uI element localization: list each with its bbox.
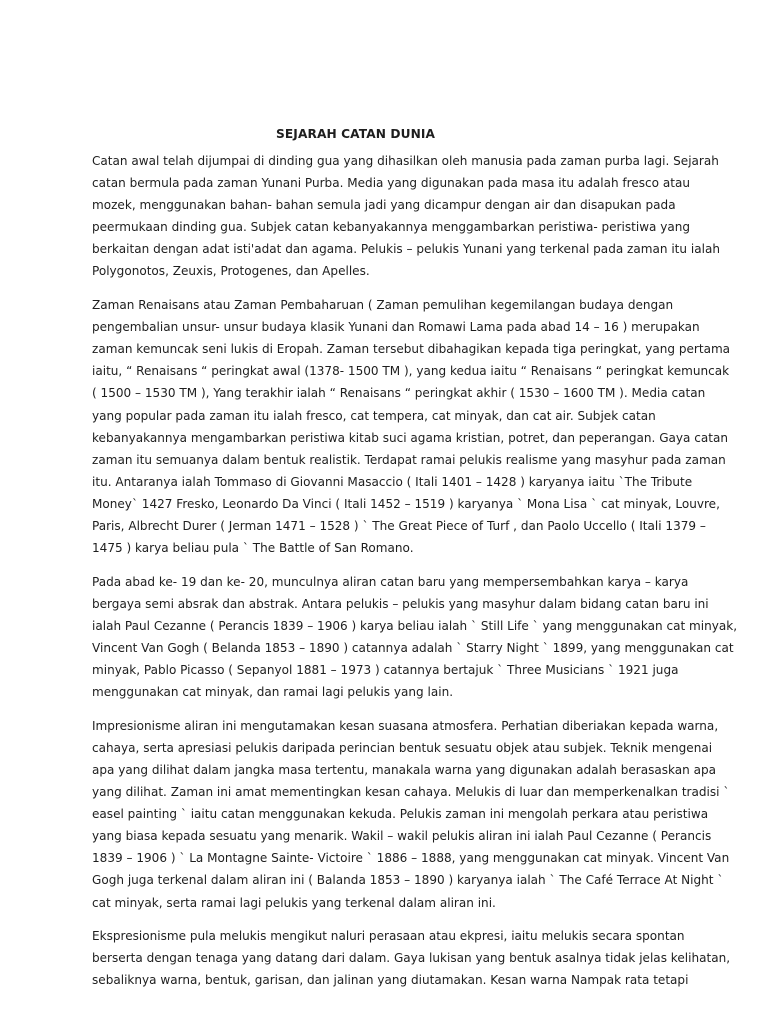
text-line: peermukaan dinding gua. Subjek catan kebanyakannya menggambarkan peristiwa- peristiwa yang (92, 220, 691, 235)
text-line: 1475 ) karya beliau pula ` The Battle of San Romano. (92, 541, 414, 556)
text-line: pengembalian unsur- unsur budaya klasik Yunani dan Romawi Lama pada abad 14 – 16 ) merupakan (92, 320, 700, 335)
text-line: berserta dengan tenaga yang datang dari dalam. Gaya lukisan yang bentuk asalnya tidak jelas kelihatan, (92, 951, 731, 966)
text-line: Zaman Renaisans atau Zaman Pembaharuan ( Zaman pemulihan kegemilangan budaya dengan (92, 298, 674, 313)
text-line: yang popular pada zaman itu ialah fresco, cat tempera, cat minyak, dan cat air. Subjek catan (92, 408, 656, 423)
text-line: berkaitan dengan adat isti'adat dan agama. Pelukis – pelukis Yunani yang terkenal pada zaman itu ialah (92, 242, 720, 257)
text-line: Polygonotos, Zeuxis, Protogenes, dan Apelles. (92, 264, 370, 279)
document-body (92, 150, 738, 1003)
text-line: 1839 – 1906 ) ` La Montagne Sainte- Victoire ` 1886 – 1888, yang menggunakan cat minyak. Vincent Van (92, 851, 730, 866)
paragraph (92, 925, 731, 991)
text-line: menggunakan cat minyak, dan ramai lagi pelukis yang lain. (92, 685, 454, 700)
text-line: Vincent Van Gogh ( Belanda 1853 – 1890 ) catannya adalah ` Starry Night ` 1899, yang menggunakan cat (92, 640, 734, 655)
text-line: ialah Paul Cezanne ( Perancis 1839 – 1906 ) karya beliau ialah ` Still Life ` yang menggunakan cat minyak, (92, 618, 738, 633)
paragraph (92, 294, 731, 559)
text-line: Money` 1427 Fresko, Leonardo Da Vinci ( Itali 1452 – 1519 ) karyanya ` Mona Lisa ` cat minyak, Louvre, (92, 496, 720, 511)
text-line: yang biasa kepada sesuatu yang menarik. Wakil – wakil pelukis aliran ini ialah Paul Cezanne ( Perancis (92, 829, 712, 844)
text-line: cahaya, serta apresiasi pelukis daripada perincian bentuk sesuatu objek atau subjek. Teknik mengenai (92, 740, 713, 755)
text-line: catan bermula pada zaman Yunani Purba. Media yang digunakan pada masa itu adalah fresco atau (92, 176, 690, 191)
text-line: apa yang dilihat dalam jangka masa tertentu, manakala warna yang digunakan adalah berasaskan apa (92, 762, 717, 777)
text-line: minyak, Pablo Picasso ( Sepanyol 1881 – 1973 ) catannya bertajuk ` Three Musicians ` 1921 juga (92, 663, 679, 678)
text-line: Impresionisme aliran ini mengutamakan kesan suasana atmosfera. Perhatian diberiakan kepada warna, (92, 718, 719, 733)
text-line: itu. Antaranya ialah Tommaso di Giovanni Masaccio ( Itali 1401 – 1428 ) karyanya iaitu `The Tribute (92, 474, 693, 489)
text-line: sebaliknya warna, bentuk, garisan, dan jalinan yang diutamakan. Kesan warna Nampak rata tetapi (92, 973, 689, 988)
text-line: Ekspresionisme pula melukis mengikut naluri perasaan atau ekpresi, iaitu melukis secara spontan (92, 929, 685, 944)
text-line: kebanyakannya mengambarkan peristiwa kitab suci agama kristian, potret, dan peperangan. Gaya catan (92, 430, 729, 445)
text-line: bergaya semi absrak dan abstrak. Antara pelukis – pelukis yang masyhur dalam bidang catan baru ini (92, 596, 709, 611)
text-line: yang dilihat. Zaman ini amat mementingkan kesan cahaya. Melukis di luar dan memperkenalkan tradisi ` (92, 785, 730, 800)
text-line: cat minyak, serta ramai lagi pelukis yang terkenal dalam aliran ini. (92, 895, 496, 910)
text-line: iaitu, “ Renaisans “ peringkat awal (1378- 1500 TM ), yang kedua iaitu “ Renaisans “ peringkat kemuncak (92, 364, 730, 379)
text-line: Paris, Albrecht Durer ( Jerman 1471 – 1528 ) ` The Great Piece of Turf , dan Paolo Uccello ( Itali 1379 – (92, 519, 706, 533)
text-line: zaman kemuncak seni lukis di Eropah. Zaman tersebut dibahagikan kepada tiga peringkat, yang pertama (92, 342, 731, 357)
document-title: SEJARAH CATAN DUNIA (276, 127, 436, 141)
text-line: mozek, menggunakan bahan- bahan semula jadi yang dicampur dengan air dan disapukan pada (92, 198, 676, 213)
text-line: easel painting ` iaitu catan menggunakan kekuda. Pelukis zaman ini mengolah perkara atau peristiwa (92, 807, 709, 822)
text-line: Pada abad ke- 19 dan ke- 20, munculnya aliran catan baru yang mempersembahkan karya – karya (92, 574, 689, 589)
text-line: Gogh juga terkenal dalam aliran ini ( Balanda 1853 – 1890 ) karyanya ialah ` The Café Terrace At Night ` (92, 873, 724, 888)
paragraph (92, 715, 730, 914)
text-line: Catan awal telah dijumpai di dinding gua yang dihasilkan oleh manusia pada zaman purba lagi. Sejarah (92, 154, 719, 168)
text-line: zaman itu semuanya dalam bentuk realistik. Terdapat ramai pelukis realisme yang masyhur pada zaman (92, 452, 726, 467)
paragraph (92, 150, 720, 283)
paragraph (92, 571, 738, 704)
text-line: ( 1500 – 1530 TM ), Yang terakhir ialah “ Renaisans “ peringkat akhir ( 1530 – 1600 TM ). Media catan (92, 386, 706, 401)
